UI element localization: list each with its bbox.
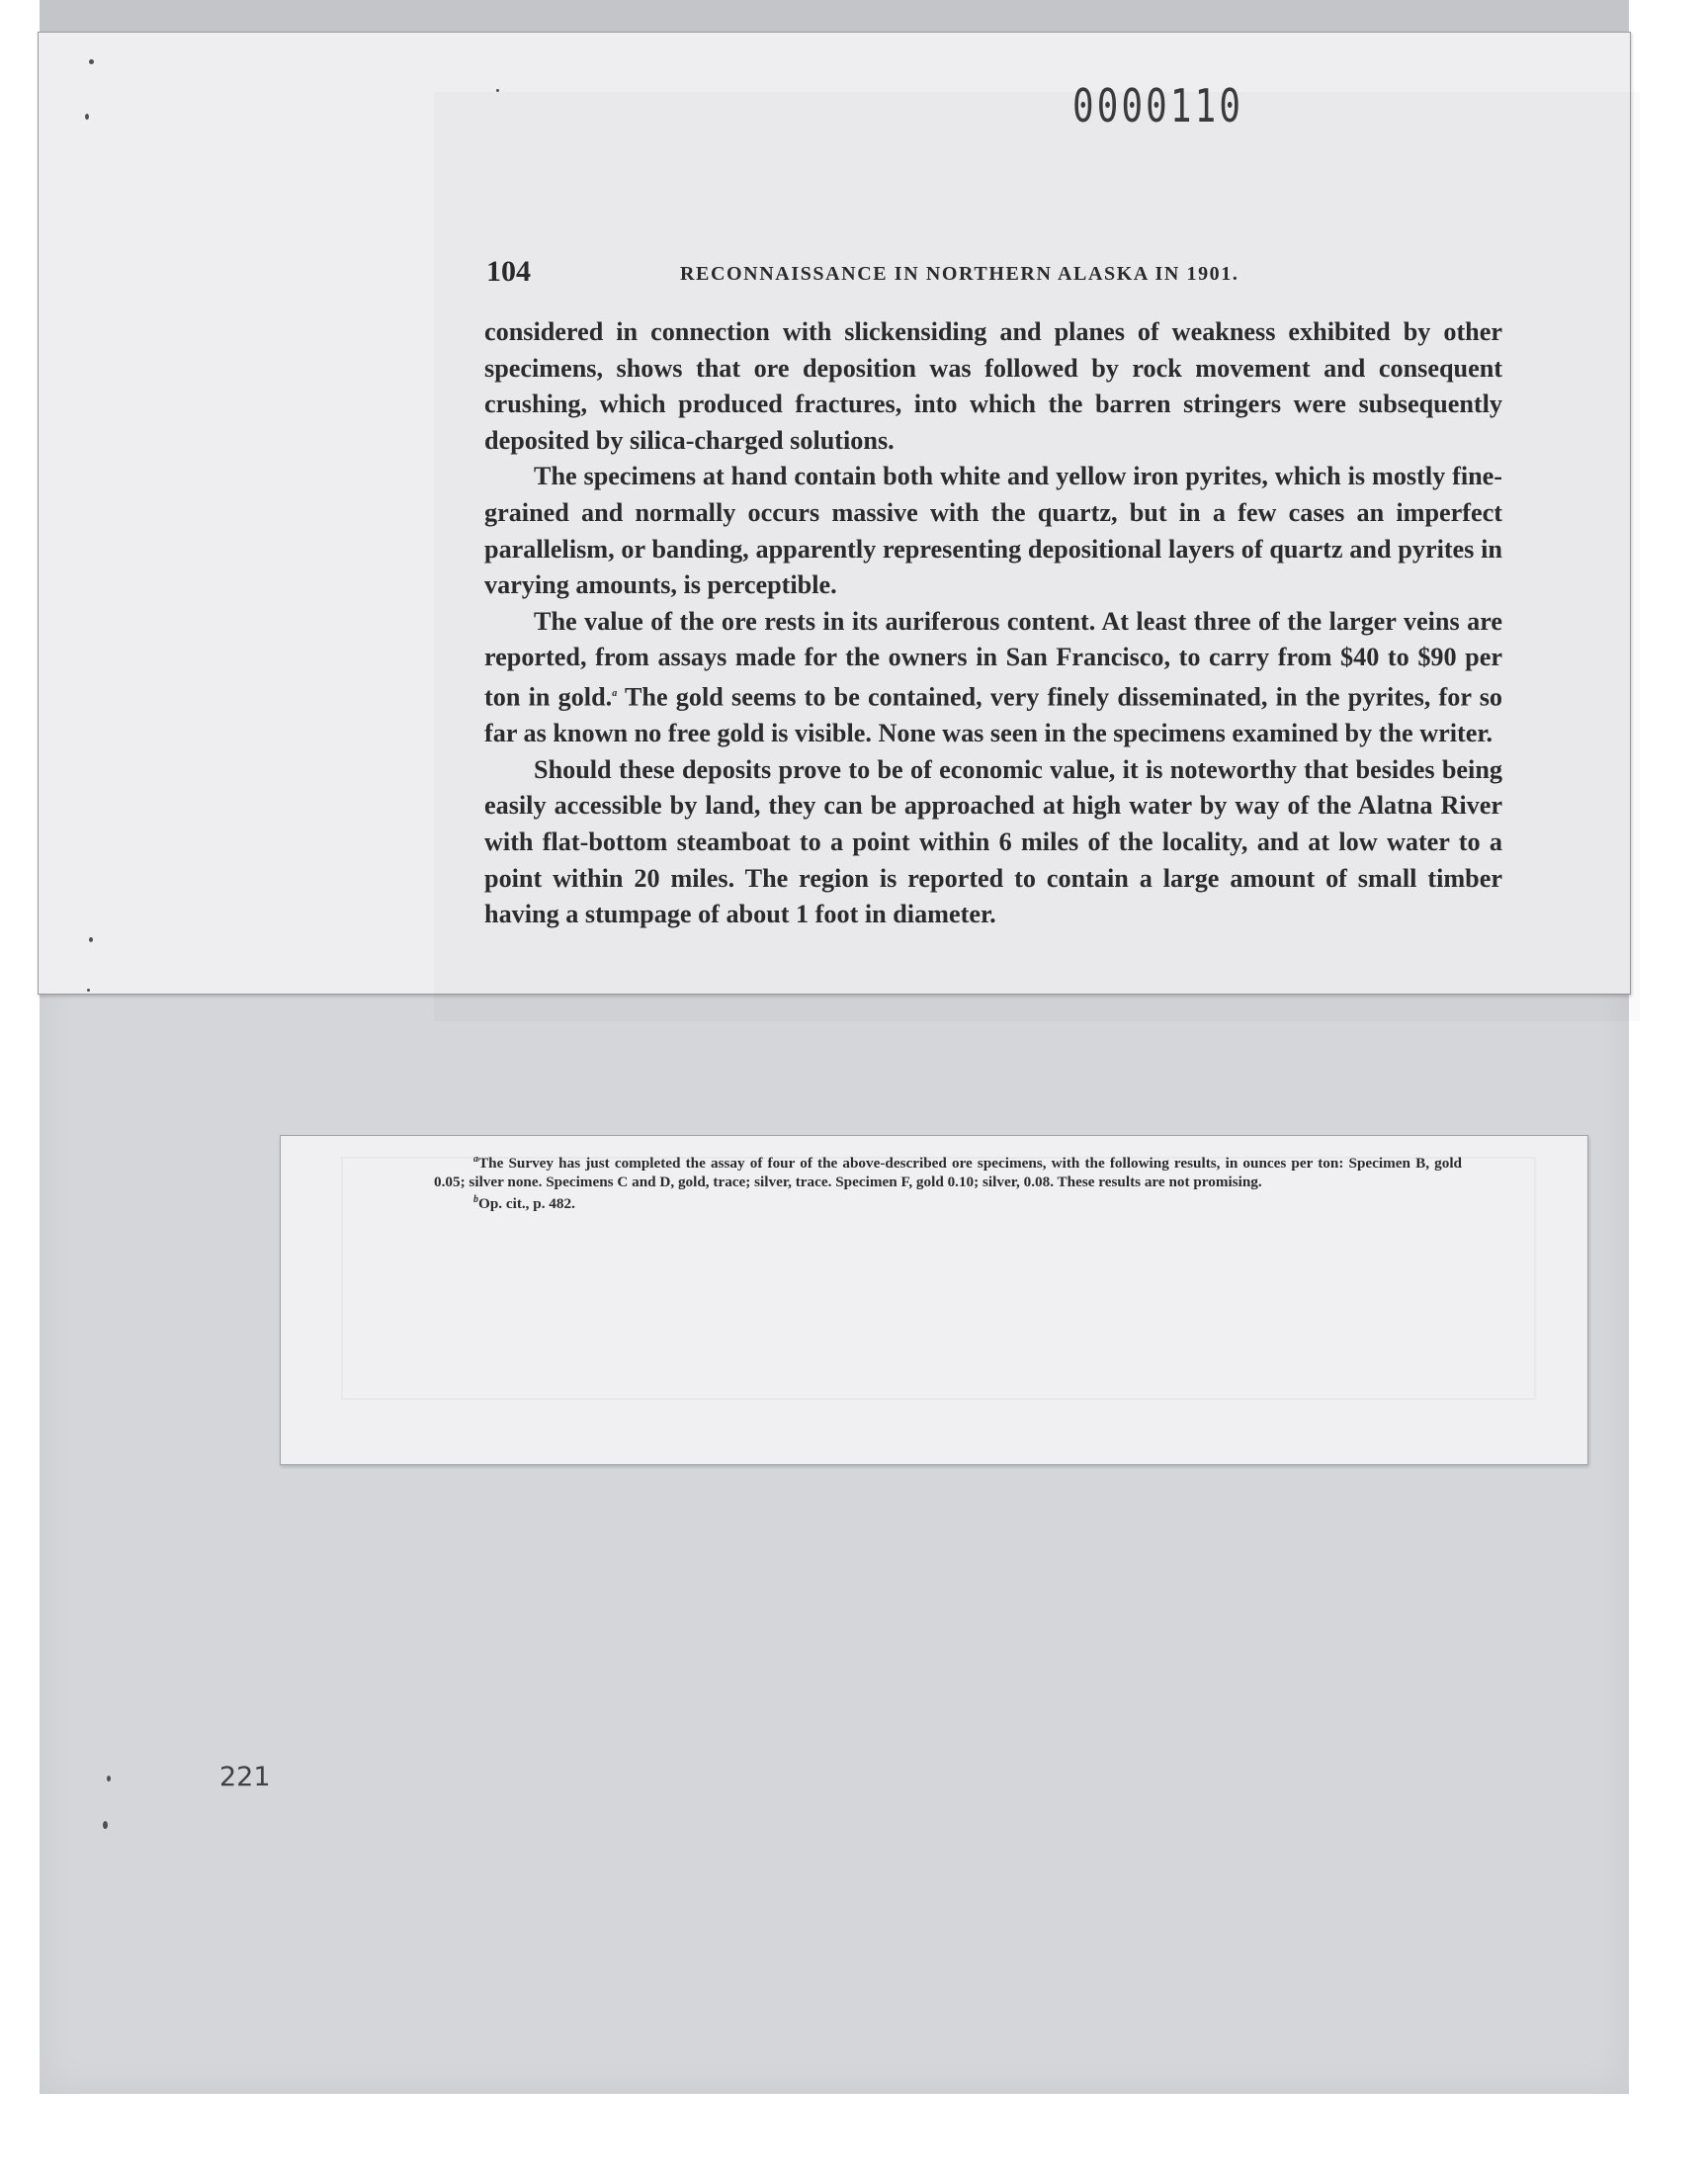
paragraph-3-text-a: The value of the ore rests in its auriferous content. At least three of the larger veins are reported, from assays made for the owners in San Francisco, to carry from $40 to $90 per ton in gold. (484, 606, 1502, 712)
footnote-ref-a: a (612, 687, 618, 699)
footnote-b-text: Op. cit., p. 482. (478, 1195, 575, 1213)
footnote-b-marker: b (473, 1194, 478, 1206)
dust-speck (103, 1821, 108, 1829)
body-text (484, 314, 1502, 933)
page-number: 104 (486, 255, 531, 288)
paragraph-4: Should these deposits prove to be of economic value, it is noteworthy that besides being easily accessible by land, they can be approached at high water by way of the Alatna River with flat-bottom steamboat to a point within 6 miles of the locality, and at low water to a point within 20 miles. The region is reported to contain a large amount of small timber having a stumpage of about 1 foot in diameter. (484, 754, 1502, 929)
dust-speck (89, 937, 93, 942)
dust-speck (496, 89, 499, 92)
stamp-number: 221 (219, 1762, 271, 1792)
footnote-a-text: The Survey has just completed the assay of four of the above-described ore specimens, with the following results, in ounces per ton: Specimen B, gold 0.05; silver none. Specimens C and D, gold, trace; silver, trace. Specimen F, gold 0.10; silver, 0.08. These results are not promising. (434, 1155, 1462, 1190)
paragraph-1: considered in connection with slickensiding and planes of weakness exhibited by other specimens, shows that ore deposition was followed by rock movement and consequent crushing, which produced fractures, into which the barren stringers were subsequently deposited by silica-charged solutions. (484, 317, 1502, 455)
paragraph-2: The specimens at hand contain both white and yellow iron pyrites, which is mostly fine-grained and normally occurs massive with the quartz, but in a few cases an imperfect parallelism, or banding, apparently representing depositional layers of quartz and pyrites in varying amounts, is perceptible. (484, 462, 1502, 600)
dust-speck (89, 59, 94, 64)
scan-top-strip (40, 0, 1629, 32)
file-number: 0000110 (1072, 79, 1244, 132)
paragraph-3 (484, 604, 1502, 752)
dust-speck (85, 114, 89, 120)
footnote-a-marker: a (473, 1154, 478, 1165)
show-through-box (341, 1157, 1536, 1400)
dust-speck (87, 989, 90, 992)
paragraph-3-text-b: The gold seems to be contained, very finely disseminated, in the pyrites, for so far as known no free gold is visible. None was seen in the specimens examined by the writer. (484, 682, 1502, 748)
dust-speck (107, 1776, 111, 1782)
running-header: RECONNAISSANCE IN NORTHERN ALASKA IN 1901. (680, 263, 1239, 285)
